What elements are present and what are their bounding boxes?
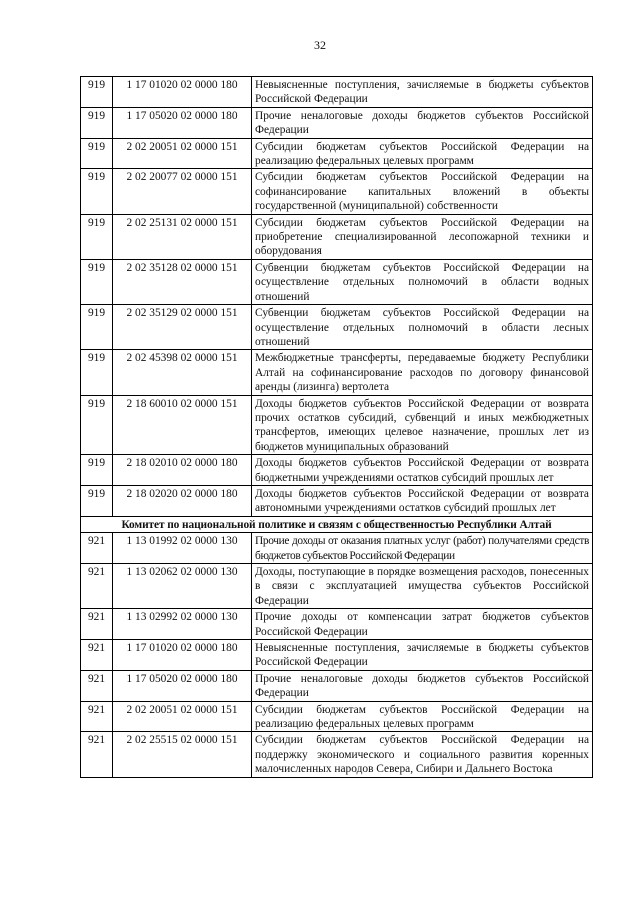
revenue-name: Доходы, поступающие в порядке возмещения расходов, понесенных в связи с эксплуатацией имущества субъектов Российской Федерации — [252, 564, 593, 609]
admin-code: 919 — [81, 259, 113, 304]
table-row — [81, 259, 593, 304]
revenue-name: Доходы бюджетов субъектов Российской Федерации от возврата прочих остатков субсидий, субвенций и иных межбюджетных трансфертов, имеющих целевое назначение, прошлых лет из бюджетов муниципальных образований — [252, 395, 593, 455]
admin-code: 921 — [81, 640, 113, 671]
admin-code: 921 — [81, 564, 113, 609]
table-row — [81, 350, 593, 395]
budget-code: 2 02 25131 02 0000 151 — [113, 214, 252, 259]
revenue-name: Прочие неналоговые доходы бюджетов субъектов Российской Федерации — [252, 670, 593, 701]
revenue-name: Прочие неналоговые доходы бюджетов субъектов Российской Федерации — [252, 107, 593, 138]
admin-code: 919 — [81, 107, 113, 138]
table-row — [81, 77, 593, 108]
revenue-name: Прочие доходы от компенсации затрат бюджетов субъектов Российской Федерации — [252, 609, 593, 640]
table-row — [81, 107, 593, 138]
table-row — [81, 395, 593, 455]
admin-code: 919 — [81, 138, 113, 169]
budget-code: 2 02 25515 02 0000 151 — [113, 732, 252, 777]
table-row — [81, 214, 593, 259]
table-row — [81, 169, 593, 214]
admin-code: 921 — [81, 701, 113, 732]
admin-code: 919 — [81, 455, 113, 486]
section-row — [81, 516, 593, 532]
revenue-name: Субсидии бюджетам субъектов Российской Федерации на поддержку экономического и социального развития коренных малочисленных народов Севера, Сибири и Дальнего Востока — [252, 732, 593, 777]
table-row — [81, 640, 593, 671]
table-row — [81, 485, 593, 516]
admin-code: 919 — [81, 77, 113, 108]
revenue-name: Невыясненные поступления, зачисляемые в бюджеты субъектов Российской Федерации — [252, 640, 593, 671]
budget-code: 2 02 35129 02 0000 151 — [113, 305, 252, 350]
revenue-name: Доходы бюджетов субъектов Российской Федерации от возврата бюджетными учреждениями остатков субсидий прошлых лет — [252, 455, 593, 486]
revenue-name: Доходы бюджетов субъектов Российской Федерации от возврата автономными учреждениями остатков субсидий прошлых лет — [252, 485, 593, 516]
table-row — [81, 670, 593, 701]
revenue-name: Субсидии бюджетам субъектов Российской Федерации на реализацию федеральных целевых программ — [252, 701, 593, 732]
table-row — [81, 455, 593, 486]
table-row — [81, 732, 593, 777]
admin-code: 919 — [81, 305, 113, 350]
budget-code: 2 18 02020 02 0000 180 — [113, 485, 252, 516]
table-row — [81, 701, 593, 732]
budget-code: 2 18 60010 02 0000 151 — [113, 395, 252, 455]
revenue-name: Субвенции бюджетам субъектов Российской Федерации на осуществление отдельных полномочий в области водных отношений — [252, 259, 593, 304]
section-heading: Комитет по национальной политике и связям с общественностью Республики Алтай — [81, 516, 593, 532]
budget-code: 1 13 02062 02 0000 130 — [113, 564, 252, 609]
page-number: 32 — [314, 38, 326, 52]
admin-code: 921 — [81, 732, 113, 777]
budget-code: 2 02 45398 02 0000 151 — [113, 350, 252, 395]
admin-code: 919 — [81, 395, 113, 455]
budget-code: 2 02 35128 02 0000 151 — [113, 259, 252, 304]
table-row — [81, 564, 593, 609]
admin-code: 921 — [81, 609, 113, 640]
budget-code: 1 17 01020 02 0000 180 — [113, 640, 252, 671]
revenue-name: Субсидии бюджетам субъектов Российской Федерации на реализацию федеральных целевых программ — [252, 138, 593, 169]
budget-code: 1 17 05020 02 0000 180 — [113, 107, 252, 138]
admin-code: 919 — [81, 214, 113, 259]
budget-code: 2 18 02010 02 0000 180 — [113, 455, 252, 486]
admin-code: 919 — [81, 169, 113, 214]
budget-code: 2 02 20051 02 0000 151 — [113, 701, 252, 732]
table-row — [81, 138, 593, 169]
revenue-name: Субвенции бюджетам субъектов Российской Федерации на осуществление отдельных полномочий в области лесных отношений — [252, 305, 593, 350]
revenue-name: Субсидии бюджетам субъектов Российской Федерации на приобретение специализированной лесопожарной техники и оборудования — [252, 214, 593, 259]
revenue-name: Межбюджетные трансферты, передаваемые бюджету Республики Алтай на софинансирование расходов по договору финансовой аренды (лизинга) вертолета — [252, 350, 593, 395]
admin-code: 919 — [81, 485, 113, 516]
admin-code: 921 — [81, 533, 113, 564]
budget-code: 2 02 20051 02 0000 151 — [113, 138, 252, 169]
table-row — [81, 305, 593, 350]
table-row — [81, 533, 593, 564]
revenue-name: Прочие доходы от оказания платных услуг (работ) получателями средств бюджетов субъектов Российской Федерации — [252, 533, 593, 564]
table-row — [81, 609, 593, 640]
budget-code: 1 13 01992 02 0000 130 — [113, 533, 252, 564]
budget-code: 2 02 20077 02 0000 151 — [113, 169, 252, 214]
budget-code: 1 13 02992 02 0000 130 — [113, 609, 252, 640]
admin-code: 919 — [81, 350, 113, 395]
revenue-name: Субсидии бюджетам субъектов Российской Федерации на софинансирование капитальных вложений в объекты государственной (муниципальной) собственности — [252, 169, 593, 214]
budget-code: 1 17 01020 02 0000 180 — [113, 77, 252, 108]
budget-code: 1 17 05020 02 0000 180 — [113, 670, 252, 701]
revenue-codes-table — [80, 76, 593, 778]
revenue-name: Невыясненные поступления, зачисляемые в бюджеты субъектов Российской Федерации — [252, 77, 593, 108]
admin-code: 921 — [81, 670, 113, 701]
